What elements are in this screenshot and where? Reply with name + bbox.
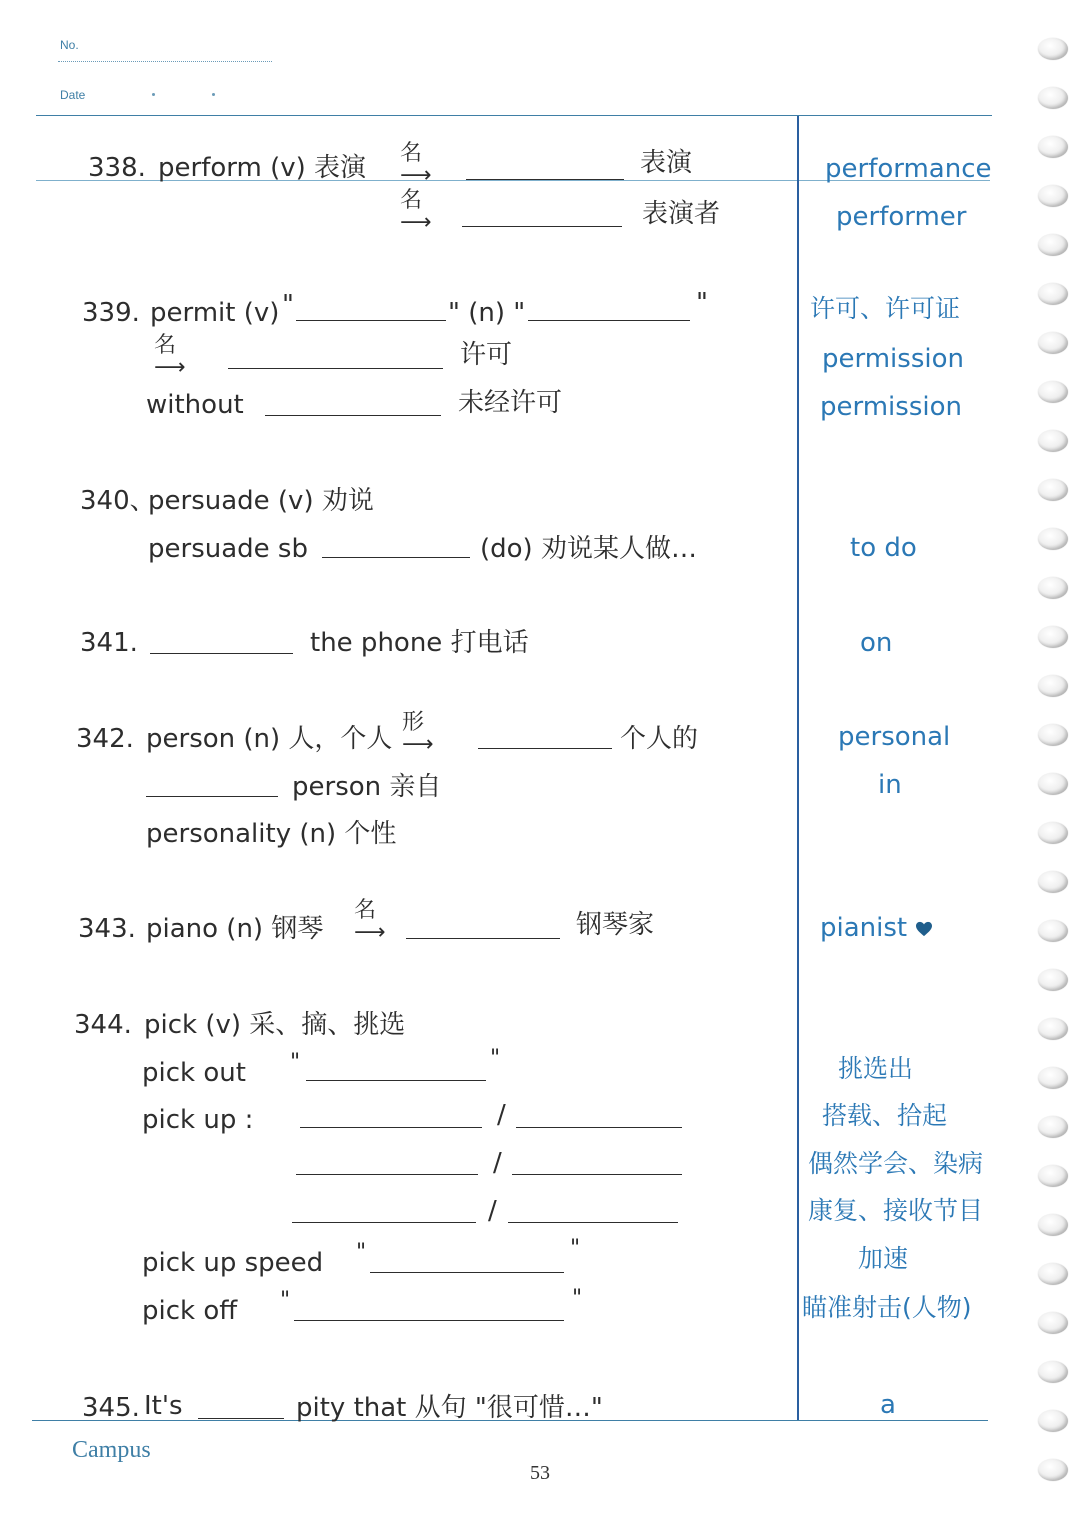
answer-344-4: 康复、接收节目 xyxy=(808,1196,984,1225)
arrow-icon: ⟶ xyxy=(400,163,432,188)
page-number: 53 xyxy=(530,1462,550,1484)
pos-mark: 名 ⟶ xyxy=(154,333,186,380)
binder-hole xyxy=(1038,1312,1068,1334)
binder-hole xyxy=(1038,577,1068,599)
entry-meaning: 表演者 xyxy=(642,199,721,229)
heart-icon xyxy=(915,921,933,937)
answer-338-2: performer xyxy=(836,202,967,232)
binder-hole xyxy=(1038,920,1068,942)
phrase-label: It's xyxy=(144,1391,183,1421)
binder-hole xyxy=(1038,479,1068,501)
answer-338-1: performance xyxy=(825,154,992,184)
no-label: No. xyxy=(60,38,79,52)
entry-word: person (n) 人，个人 xyxy=(146,724,393,754)
phrase-label: persuade sb xyxy=(148,534,308,564)
entry-word: pick (v) 采、摘、挑选 xyxy=(144,1010,406,1040)
entry-word: perform (v) 表演 xyxy=(158,153,367,183)
phrase-label: pick up : xyxy=(142,1105,254,1135)
fill-blank xyxy=(512,1174,682,1175)
answer-339-3: permission xyxy=(820,392,962,422)
answer-342-1: personal xyxy=(838,722,951,752)
fill-blank xyxy=(300,1127,482,1128)
quote-mark: " xyxy=(570,1236,581,1261)
fill-blank xyxy=(462,226,622,227)
binder-hole xyxy=(1038,1214,1068,1236)
entry-number: 338. xyxy=(88,153,146,183)
binder-hole xyxy=(1038,1165,1068,1187)
binder-hole xyxy=(1038,1067,1068,1089)
entry-meaning: 表演 xyxy=(640,148,693,178)
entry-number: 340、 xyxy=(80,486,156,516)
top-rule xyxy=(36,115,992,116)
binder-hole xyxy=(1038,87,1068,109)
fill-blank xyxy=(198,1418,284,1419)
quote-mark: " xyxy=(282,290,294,320)
answer-339-2: permission xyxy=(822,344,964,374)
entry-meaning: 许可 xyxy=(460,340,513,370)
answer-column-divider xyxy=(797,116,799,1420)
fill-blank xyxy=(150,653,293,654)
entry-word: persuade (v) 劝说 xyxy=(148,486,374,516)
entry-number: 339. xyxy=(82,298,140,328)
quote-mark: " xyxy=(696,288,708,318)
answer-344-2: 搭载、拾起 xyxy=(822,1101,948,1130)
binder-hole xyxy=(1038,1459,1068,1481)
answer-344-3: 偶然学会、染病 xyxy=(808,1149,984,1178)
phrase-label: without xyxy=(146,390,244,420)
date-separator-dot xyxy=(212,93,215,96)
answer-341: on xyxy=(860,628,893,658)
entry-word: permit (v) xyxy=(150,298,280,328)
answer-339-1: 许可、许可证 xyxy=(810,294,961,323)
phrase-label: personality (n) 个性 xyxy=(146,819,397,849)
arrow-icon: ⟶ xyxy=(154,355,186,380)
entry-meaning: 个人的 xyxy=(620,724,699,754)
binder-hole xyxy=(1038,38,1068,60)
fill-blank xyxy=(306,1080,486,1081)
slash: / xyxy=(497,1100,506,1130)
fill-blank xyxy=(296,1174,478,1175)
fill-blank xyxy=(296,320,446,321)
fill-blank xyxy=(508,1222,678,1223)
quote-mark: " xyxy=(356,1240,367,1265)
answer-344-5: 加速 xyxy=(858,1244,909,1273)
brand-logo: Campus xyxy=(72,1437,151,1463)
binder-hole xyxy=(1038,381,1068,403)
pos-label: " (n) " xyxy=(448,298,526,328)
answer-340: to do xyxy=(850,533,917,563)
fill-blank xyxy=(466,179,624,180)
binder-hole xyxy=(1038,724,1068,746)
binder-hole xyxy=(1038,234,1068,256)
arrow-icon: ⟶ xyxy=(402,732,434,757)
quote-mark: " xyxy=(280,1288,291,1313)
fill-blank xyxy=(516,1127,682,1128)
binder-hole xyxy=(1038,528,1068,550)
answer-344-1: 挑选出 xyxy=(838,1054,914,1083)
phrase-label: pick up speed xyxy=(142,1248,324,1278)
binder-hole xyxy=(1038,822,1068,844)
phrase-label: pick off xyxy=(142,1296,238,1326)
binder-hole xyxy=(1038,1116,1068,1138)
entry-number: 341. xyxy=(80,628,138,658)
slash: / xyxy=(493,1148,502,1178)
date-label: Date xyxy=(60,88,86,102)
binder-hole xyxy=(1038,185,1068,207)
entry-meaning: 未经许可 xyxy=(458,388,563,418)
binder-hole xyxy=(1038,1410,1068,1432)
phrase-tail: person 亲自 xyxy=(292,772,442,802)
phrase-tail: pity that 从句 "很可惜…" xyxy=(296,1393,603,1423)
binder-hole xyxy=(1038,626,1068,648)
answer-342-2: in xyxy=(878,770,902,800)
entry-word: piano (n) 钢琴 xyxy=(146,914,324,944)
fill-blank xyxy=(294,1320,564,1321)
pos-mark: 名 ⟶ xyxy=(400,188,432,235)
fill-blank xyxy=(528,320,690,321)
binder-hole xyxy=(1038,871,1068,893)
phrase-label: pick out xyxy=(142,1058,246,1088)
entry-meaning: 钢琴家 xyxy=(576,910,655,940)
quote-mark: " xyxy=(572,1286,583,1311)
no-field-line xyxy=(58,61,272,62)
entry-number: 344. xyxy=(74,1010,132,1040)
binder-hole xyxy=(1038,136,1068,158)
entry-number: 342. xyxy=(76,724,134,754)
binder-hole xyxy=(1038,1361,1068,1383)
pos-mark: 名 ⟶ xyxy=(400,141,432,188)
pos-mark: 名 ⟶ xyxy=(354,898,386,945)
answer-345: a xyxy=(880,1390,896,1420)
pos-mark: 形 ⟶ xyxy=(402,710,434,757)
fill-blank xyxy=(265,415,441,416)
date-separator-dot xyxy=(152,93,155,96)
binder-hole xyxy=(1038,675,1068,697)
fill-blank xyxy=(406,938,560,939)
fill-blank xyxy=(146,796,278,797)
binder-hole xyxy=(1038,1018,1068,1040)
fill-blank xyxy=(478,748,612,749)
phrase-tail: (do) 劝说某人做… xyxy=(480,534,697,564)
binder-hole xyxy=(1038,430,1068,452)
phrase-tail: the phone 打电话 xyxy=(310,628,529,658)
fill-blank xyxy=(370,1272,564,1273)
slash: / xyxy=(488,1196,497,1226)
fill-blank xyxy=(292,1222,476,1223)
answer-344-6: 瞄准射击(人物) xyxy=(802,1293,972,1322)
quote-mark: " xyxy=(490,1046,501,1071)
binder-hole xyxy=(1038,1263,1068,1285)
arrow-icon: ⟶ xyxy=(354,920,386,945)
quote-mark: " xyxy=(290,1050,301,1075)
binder-hole xyxy=(1038,969,1068,991)
binder-hole xyxy=(1038,283,1068,305)
binder-hole xyxy=(1038,773,1068,795)
entry-number: 345. xyxy=(82,1393,140,1423)
answer-343: pianist xyxy=(820,915,933,941)
fill-blank xyxy=(228,368,443,369)
arrow-icon: ⟶ xyxy=(400,210,432,235)
entry-number: 343. xyxy=(78,914,136,944)
fill-blank xyxy=(322,557,470,558)
binder-hole xyxy=(1038,332,1068,354)
